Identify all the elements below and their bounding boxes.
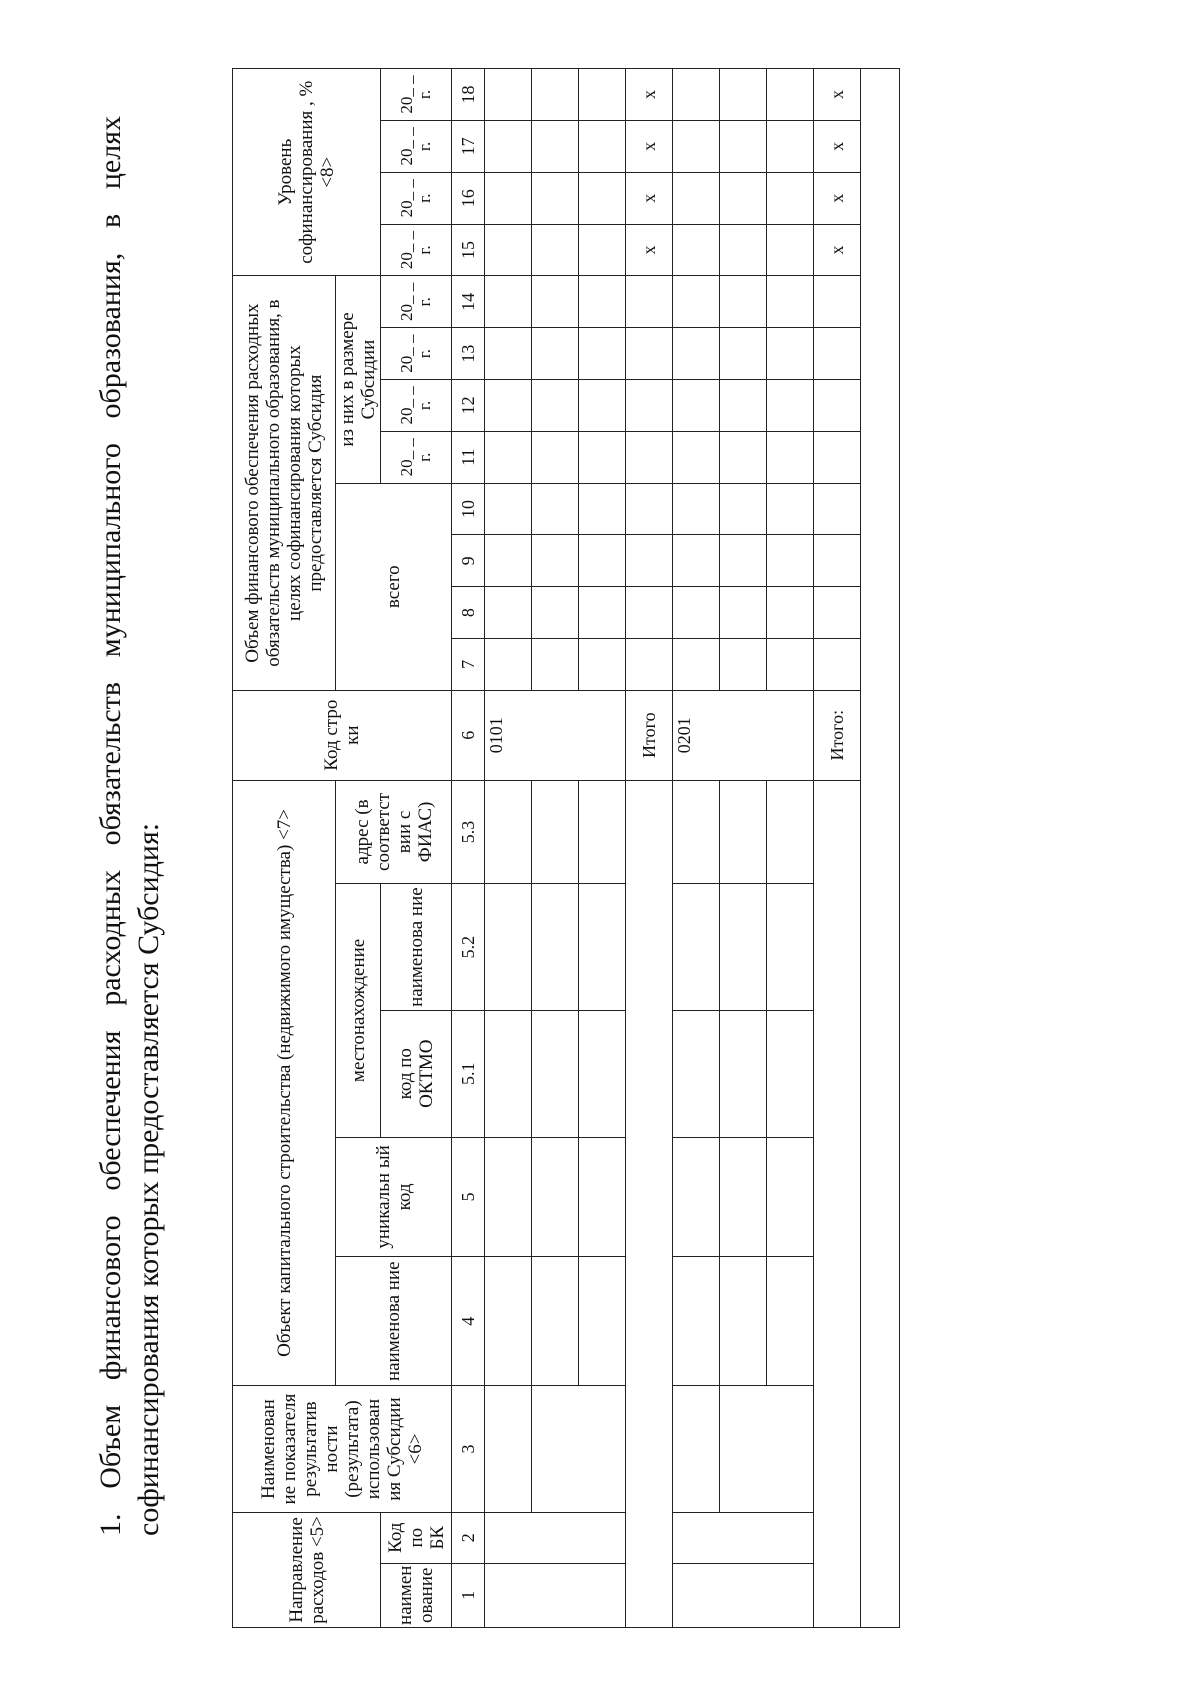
table-cell bbox=[579, 780, 626, 884]
column-number: 17 bbox=[452, 121, 485, 173]
table-cell bbox=[814, 431, 861, 483]
table-cell bbox=[579, 483, 626, 535]
table-cell bbox=[720, 1137, 767, 1257]
table-cell bbox=[579, 328, 626, 380]
table-cell bbox=[767, 483, 814, 535]
table-cell bbox=[673, 535, 720, 587]
column-number: 15 bbox=[452, 224, 485, 276]
table-cell bbox=[532, 1137, 579, 1257]
column-number: 18 bbox=[452, 69, 485, 121]
table-cell bbox=[814, 328, 861, 380]
table-cell bbox=[673, 380, 720, 432]
header-year: 20_ _ г. bbox=[381, 431, 452, 483]
table-cell bbox=[532, 172, 579, 224]
table-cell bbox=[485, 1512, 626, 1563]
table-cell bbox=[532, 639, 579, 691]
table-cell bbox=[485, 1257, 532, 1386]
header-subsidy-part: из них в размере Субсидии bbox=[336, 276, 381, 483]
table-cell bbox=[673, 328, 720, 380]
table-cell bbox=[485, 380, 532, 432]
table-cell bbox=[579, 1257, 626, 1386]
table-cell bbox=[673, 69, 720, 121]
table-cell bbox=[814, 483, 861, 535]
table-cell bbox=[532, 587, 579, 639]
table-cell bbox=[673, 121, 720, 173]
table-cell bbox=[626, 587, 673, 639]
header-object: Объект капитального строительства (недвижимого имущества) <7> bbox=[233, 780, 336, 1386]
table-cell bbox=[673, 639, 720, 691]
table-cell bbox=[532, 224, 579, 276]
table-cell bbox=[673, 780, 720, 884]
table-cell bbox=[532, 69, 579, 121]
subsidy-table bbox=[232, 68, 900, 1628]
table-cell bbox=[720, 535, 767, 587]
table-cell bbox=[626, 380, 673, 432]
column-number: 4 bbox=[452, 1257, 485, 1386]
table-cell bbox=[579, 587, 626, 639]
row-code-cell: 0201 bbox=[673, 690, 814, 780]
header-volume: Объем финансового обеспечения расходных обязательств муниципального образования, в целях софинансирования которых предоставляется Субсидия bbox=[233, 276, 336, 690]
column-number: 13 bbox=[452, 328, 485, 380]
table-cell bbox=[626, 535, 673, 587]
table-cell bbox=[485, 121, 532, 173]
table-cell bbox=[626, 328, 673, 380]
table-cell bbox=[626, 780, 673, 1627]
column-number: 9 bbox=[452, 535, 485, 587]
column-number: 10 bbox=[452, 483, 485, 535]
table-cell bbox=[673, 1563, 814, 1627]
table-cell bbox=[485, 172, 532, 224]
table-cell bbox=[720, 328, 767, 380]
table-cell bbox=[767, 276, 814, 328]
table-cell bbox=[673, 587, 720, 639]
table-cell bbox=[673, 1512, 814, 1563]
table-cell bbox=[720, 380, 767, 432]
x-mark: x bbox=[814, 224, 861, 276]
table-cell bbox=[767, 224, 814, 276]
header-indicator: Наименован ие показателя результатив ности (результата) использован ия Субсидии <6> bbox=[233, 1386, 452, 1513]
table-cell bbox=[767, 639, 814, 691]
column-number: 6 bbox=[452, 690, 485, 780]
table-cell bbox=[579, 224, 626, 276]
table-cell bbox=[673, 431, 720, 483]
subtotal-label: Итого: bbox=[814, 690, 861, 780]
table-cell bbox=[485, 884, 532, 1011]
table-cell bbox=[579, 172, 626, 224]
table-cell bbox=[532, 1257, 579, 1386]
table-cell bbox=[673, 483, 720, 535]
table-cell bbox=[485, 1010, 532, 1137]
column-number: 5.3 bbox=[452, 780, 485, 884]
table-cell bbox=[767, 69, 814, 121]
table-row bbox=[720, 69, 767, 1628]
document-heading: 1. Объем финансового обеспечения расходных обязательств муниципального образования, в целях софинансирования которых предоставляется Субсидия: bbox=[94, 116, 165, 1536]
table-cell bbox=[767, 380, 814, 432]
table-row bbox=[673, 69, 720, 1628]
table-cell bbox=[673, 884, 720, 1011]
table-cell bbox=[485, 69, 532, 121]
table-cell bbox=[720, 1010, 767, 1137]
table-cell bbox=[814, 276, 861, 328]
x-mark: x bbox=[626, 69, 673, 121]
table-cell bbox=[720, 639, 767, 691]
table-cell bbox=[532, 328, 579, 380]
table-cell bbox=[532, 535, 579, 587]
header-address: адрес (в соответст вии с ФИАС) bbox=[336, 780, 452, 884]
table-cell bbox=[532, 276, 579, 328]
header-year: 20_ _ г. bbox=[381, 328, 452, 380]
x-mark: x bbox=[626, 172, 673, 224]
table-cell bbox=[814, 380, 861, 432]
table-cell bbox=[579, 639, 626, 691]
table-cell bbox=[485, 780, 532, 884]
table-cell bbox=[814, 780, 861, 1627]
table-cell bbox=[767, 431, 814, 483]
x-mark: x bbox=[814, 69, 861, 121]
header-year: 20_ _ г. bbox=[381, 380, 452, 432]
header-cofinancing: Уровень софинансирования , % <8> bbox=[233, 69, 381, 276]
table-cell bbox=[720, 780, 767, 884]
table-cell bbox=[814, 587, 861, 639]
column-number: 11 bbox=[452, 431, 485, 483]
table-row bbox=[485, 69, 532, 1628]
table-cell bbox=[579, 69, 626, 121]
table-cell bbox=[814, 535, 861, 587]
table-cell bbox=[579, 535, 626, 587]
table-cell bbox=[720, 172, 767, 224]
column-number: 5.2 bbox=[452, 884, 485, 1011]
table-cell bbox=[532, 780, 579, 884]
table-cell bbox=[720, 1386, 814, 1513]
table-cell bbox=[485, 1386, 532, 1513]
table-cell bbox=[767, 587, 814, 639]
header-year: 20_ _ г. bbox=[381, 121, 452, 173]
table-cell bbox=[532, 1010, 579, 1137]
subtotal-row bbox=[626, 69, 673, 1628]
table-row bbox=[861, 69, 900, 1628]
table-cell bbox=[532, 380, 579, 432]
table-cell bbox=[626, 431, 673, 483]
header-direction-name: наимен ование bbox=[381, 1563, 452, 1627]
x-mark: x bbox=[814, 121, 861, 173]
table-cell bbox=[485, 1137, 532, 1257]
table-cell bbox=[720, 121, 767, 173]
table-cell bbox=[767, 1257, 814, 1386]
column-number: 12 bbox=[452, 380, 485, 432]
subtotal-row bbox=[814, 69, 861, 1628]
table-cell bbox=[720, 1257, 767, 1386]
table-cell bbox=[579, 380, 626, 432]
table-cell bbox=[767, 1137, 814, 1257]
table-cell bbox=[720, 224, 767, 276]
table-cell bbox=[767, 328, 814, 380]
table-cell bbox=[532, 431, 579, 483]
table-cell bbox=[720, 69, 767, 121]
column-number: 8 bbox=[452, 587, 485, 639]
table-cell bbox=[485, 639, 532, 691]
header-direction: Направление расходов <5> bbox=[233, 1512, 381, 1627]
table-cell bbox=[579, 1137, 626, 1257]
column-number: 16 bbox=[452, 172, 485, 224]
column-number: 2 bbox=[452, 1512, 485, 1563]
subtotal-label: Итого bbox=[626, 690, 673, 780]
table-cell bbox=[767, 884, 814, 1011]
table-cell bbox=[485, 431, 532, 483]
table-cell bbox=[485, 483, 532, 535]
table-cell bbox=[861, 69, 900, 1628]
table-cell bbox=[485, 328, 532, 380]
table-cell bbox=[673, 1137, 720, 1257]
header-year: 20_ _ г. bbox=[381, 276, 452, 328]
table-cell bbox=[532, 884, 579, 1011]
table-cell bbox=[720, 276, 767, 328]
table-cell bbox=[626, 483, 673, 535]
table-cell bbox=[673, 224, 720, 276]
header-location-name: наименова ние bbox=[381, 884, 452, 1011]
table-cell bbox=[579, 1010, 626, 1137]
table-cell bbox=[626, 639, 673, 691]
x-mark: x bbox=[814, 172, 861, 224]
table-cell bbox=[673, 1257, 720, 1386]
header-object-name: наименова ние bbox=[336, 1257, 452, 1386]
column-number: 7 bbox=[452, 639, 485, 691]
table-cell bbox=[579, 121, 626, 173]
header-oktmo: код по ОКТМО bbox=[381, 1010, 452, 1137]
table-cell bbox=[673, 276, 720, 328]
table-cell bbox=[485, 224, 532, 276]
header-year: 20_ _ г. bbox=[381, 224, 452, 276]
row-code-cell: 0101 bbox=[485, 690, 626, 780]
table-cell bbox=[767, 121, 814, 173]
table-cell bbox=[720, 483, 767, 535]
table-cell bbox=[626, 276, 673, 328]
table-cell bbox=[579, 276, 626, 328]
table-cell bbox=[767, 780, 814, 884]
table-cell bbox=[485, 276, 532, 328]
header-row-code: Код стро ки bbox=[233, 690, 452, 780]
column-number: 14 bbox=[452, 276, 485, 328]
header-location: местонахождение bbox=[336, 884, 381, 1137]
column-number: 3 bbox=[452, 1386, 485, 1513]
table-cell bbox=[720, 587, 767, 639]
header-unique-code: уникальн ый код bbox=[336, 1137, 452, 1257]
header-year: 20_ _ г. bbox=[381, 69, 452, 121]
column-number: 5.1 bbox=[452, 1010, 485, 1137]
table-cell bbox=[720, 431, 767, 483]
table-cell bbox=[673, 1386, 720, 1513]
table-cell bbox=[579, 431, 626, 483]
column-number: 5 bbox=[452, 1137, 485, 1257]
table-cell bbox=[485, 587, 532, 639]
column-number-row bbox=[452, 69, 485, 1628]
table-cell bbox=[579, 884, 626, 1011]
header-direction-code: Код по БК bbox=[381, 1512, 452, 1563]
table-cell bbox=[485, 535, 532, 587]
table-cell bbox=[532, 1386, 626, 1513]
x-mark: x bbox=[626, 121, 673, 173]
table-cell bbox=[767, 172, 814, 224]
table-cell bbox=[720, 884, 767, 1011]
table-cell bbox=[767, 535, 814, 587]
table-cell bbox=[532, 483, 579, 535]
x-mark: x bbox=[626, 224, 673, 276]
header-total: всего bbox=[336, 483, 452, 690]
table-cell bbox=[814, 639, 861, 691]
table-cell bbox=[485, 1563, 626, 1627]
table-row bbox=[532, 69, 579, 1628]
table-cell bbox=[532, 121, 579, 173]
column-number: 1 bbox=[452, 1563, 485, 1627]
table-cell bbox=[767, 1010, 814, 1137]
table-cell bbox=[673, 172, 720, 224]
header-year: 20_ _ г. bbox=[381, 172, 452, 224]
table-cell bbox=[673, 1010, 720, 1137]
